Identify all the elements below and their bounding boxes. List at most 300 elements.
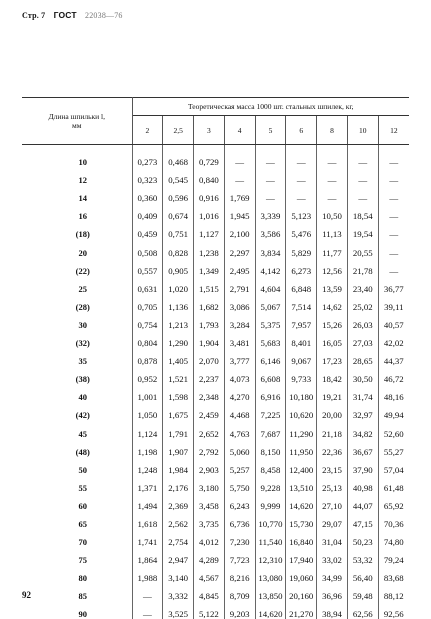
mass-cell: 9,999 — [255, 493, 286, 511]
length-cell: 65 — [22, 511, 132, 529]
mass-cell: 2,562 — [163, 511, 194, 529]
diameter-header: 12 — [378, 116, 409, 145]
mass-cell: 61,48 — [378, 475, 409, 493]
table-row — [22, 475, 409, 493]
length-cell: 85 — [22, 583, 132, 601]
mass-cell: 4,468 — [224, 402, 255, 420]
mass-cell: 0,631 — [132, 276, 163, 294]
mass-cell: 1,405 — [163, 348, 194, 366]
mass-cell: 1,793 — [194, 312, 225, 330]
mass-cell: 0,409 — [132, 203, 163, 221]
mass-cell: 31,74 — [347, 384, 378, 402]
mass-cell: 1,238 — [194, 239, 225, 257]
mass-column-header: Теоретическая масса 1000 шт. стальных шпилек, кг, — [132, 98, 409, 116]
mass-cell: 5,123 — [286, 203, 317, 221]
mass-cell: 1,198 — [132, 439, 163, 457]
mass-cell: 7,230 — [224, 529, 255, 547]
mass-cell: 3,777 — [224, 348, 255, 366]
mass-cell: 21,78 — [347, 258, 378, 276]
mass-cell: — — [378, 185, 409, 203]
mass-cell: 27,03 — [347, 330, 378, 348]
mass-cell: 79,24 — [378, 547, 409, 565]
table-row — [22, 420, 409, 438]
mass-cell: 0,952 — [132, 366, 163, 384]
mass-cell: 0,323 — [132, 167, 163, 185]
mass-cell: 2,792 — [194, 439, 225, 457]
length-cell: 55 — [22, 475, 132, 493]
mass-cell: — — [378, 145, 409, 168]
mass-cell: 2,495 — [224, 258, 255, 276]
length-cell: 80 — [22, 565, 132, 583]
mass-cell: 27,10 — [317, 493, 348, 511]
mass-cell: 1,945 — [224, 203, 255, 221]
table-row — [22, 384, 409, 402]
table-row — [22, 294, 409, 312]
mass-cell: 5,122 — [194, 601, 225, 619]
table-row — [22, 221, 409, 239]
mass-cell: 11,290 — [286, 420, 317, 438]
table-row — [22, 402, 409, 420]
mass-cell: 7,687 — [255, 420, 286, 438]
mass-cell: 28,65 — [347, 348, 378, 366]
mass-cell: 25,13 — [317, 475, 348, 493]
mass-cell: 6,243 — [224, 493, 255, 511]
mass-cell: 3,332 — [163, 583, 194, 601]
mass-cell: 1,136 — [163, 294, 194, 312]
length-cell: 70 — [22, 529, 132, 547]
mass-cell: 0,596 — [163, 185, 194, 203]
mass-cell: 3,086 — [224, 294, 255, 312]
mass-cell: 12,310 — [255, 547, 286, 565]
mass-table — [22, 97, 409, 619]
mass-cell: 17,23 — [317, 348, 348, 366]
mass-cell: 1,349 — [194, 258, 225, 276]
mass-cell: 13,080 — [255, 565, 286, 583]
mass-cell: 30,50 — [347, 366, 378, 384]
mass-cell: 1,515 — [194, 276, 225, 294]
diameter-header: 5 — [255, 116, 286, 145]
mass-cell: 70,36 — [378, 511, 409, 529]
mass-cell: 48,16 — [378, 384, 409, 402]
table-row — [22, 529, 409, 547]
mass-cell: 4,604 — [255, 276, 286, 294]
mass-cell: 3,525 — [163, 601, 194, 619]
table-row — [22, 547, 409, 565]
mass-cell: 2,348 — [194, 384, 225, 402]
mass-cell: 4,142 — [255, 258, 286, 276]
mass-cell: 42,02 — [378, 330, 409, 348]
mass-cell: 88,12 — [378, 583, 409, 601]
length-cell: (18) — [22, 221, 132, 239]
mass-cell: 55,27 — [378, 439, 409, 457]
mass-cell: 36,77 — [378, 276, 409, 294]
mass-cell: 53,32 — [347, 547, 378, 565]
mass-cell: 74,80 — [378, 529, 409, 547]
mass-cell: 2,100 — [224, 221, 255, 239]
mass-cell: 5,060 — [224, 439, 255, 457]
table-row — [22, 348, 409, 366]
mass-cell: 47,15 — [347, 511, 378, 529]
mass-cell: 56,40 — [347, 565, 378, 583]
mass-cell: 3,180 — [194, 475, 225, 493]
mass-cell: 2,369 — [163, 493, 194, 511]
table-row — [22, 167, 409, 185]
mass-cell: — — [378, 203, 409, 221]
mass-cell: 10,620 — [286, 402, 317, 420]
mass-cell: 21,270 — [286, 601, 317, 619]
mass-cell: 22,36 — [317, 439, 348, 457]
mass-cell: 4,289 — [194, 547, 225, 565]
mass-cell: 1,248 — [132, 457, 163, 475]
table-row — [22, 185, 409, 203]
mass-cell: 4,270 — [224, 384, 255, 402]
mass-cell: 3,339 — [255, 203, 286, 221]
mass-cell: 0,751 — [163, 221, 194, 239]
mass-cell: 21,18 — [317, 420, 348, 438]
mass-cell: — — [317, 167, 348, 185]
mass-cell: 32,97 — [347, 402, 378, 420]
mass-cell: 5,257 — [224, 457, 255, 475]
length-cell: 30 — [22, 312, 132, 330]
mass-cell: 2,754 — [163, 529, 194, 547]
mass-cell: 15,730 — [286, 511, 317, 529]
mass-cell: 40,57 — [378, 312, 409, 330]
mass-cell: 6,736 — [224, 511, 255, 529]
mass-cell: 7,957 — [286, 312, 317, 330]
mass-cell: 8,216 — [224, 565, 255, 583]
mass-cell: 15,26 — [317, 312, 348, 330]
mass-cell: 29,07 — [317, 511, 348, 529]
mass-cell: 19,21 — [317, 384, 348, 402]
mass-cell: 5,067 — [255, 294, 286, 312]
mass-cell: — — [347, 167, 378, 185]
mass-cell: 10,180 — [286, 384, 317, 402]
mass-cell: 37,90 — [347, 457, 378, 475]
table-row — [22, 330, 409, 348]
mass-cell: 1,001 — [132, 384, 163, 402]
mass-cell: 16,840 — [286, 529, 317, 547]
mass-cell: 0,557 — [132, 258, 163, 276]
mass-cell: 5,683 — [255, 330, 286, 348]
table-row — [22, 493, 409, 511]
mass-cell: 20,00 — [317, 402, 348, 420]
mass-cell: 34,82 — [347, 420, 378, 438]
mass-cell: — — [286, 167, 317, 185]
length-cell: 35 — [22, 348, 132, 366]
mass-cell: 2,297 — [224, 239, 255, 257]
table-row — [22, 239, 409, 257]
mass-cell: 0,804 — [132, 330, 163, 348]
mass-cell: 1,290 — [163, 330, 194, 348]
length-cell: 40 — [22, 384, 132, 402]
length-cell: 75 — [22, 547, 132, 565]
mass-cell: 14,620 — [286, 493, 317, 511]
mass-cell: 4,763 — [224, 420, 255, 438]
length-cell: 12 — [22, 167, 132, 185]
table-row — [22, 276, 409, 294]
mass-cell: 12,56 — [317, 258, 348, 276]
mass-cell: — — [347, 185, 378, 203]
diameter-header: 6 — [286, 116, 317, 145]
mass-cell: 11,77 — [317, 239, 348, 257]
mass-cell: 9,067 — [286, 348, 317, 366]
mass-cell: 1,020 — [163, 276, 194, 294]
table-row — [22, 203, 409, 221]
diameter-header: 8 — [317, 116, 348, 145]
mass-cell: 8,401 — [286, 330, 317, 348]
mass-cell: 1,371 — [132, 475, 163, 493]
table-row — [22, 511, 409, 529]
mass-cell: 62,56 — [347, 601, 378, 619]
mass-cell: 3,834 — [255, 239, 286, 257]
mass-cell: 0,508 — [132, 239, 163, 257]
length-cell: 50 — [22, 457, 132, 475]
mass-cell: 7,225 — [255, 402, 286, 420]
length-cell: (42) — [22, 402, 132, 420]
mass-cell: 13,510 — [286, 475, 317, 493]
mass-cell: 4,845 — [194, 583, 225, 601]
mass-cell: 11,950 — [286, 439, 317, 457]
mass-cell: 0,674 — [163, 203, 194, 221]
page-label: Стр. 7 — [22, 11, 45, 20]
table-row — [22, 565, 409, 583]
mass-cell: 4,012 — [194, 529, 225, 547]
length-cell: 25 — [22, 276, 132, 294]
gost-label: ГОСТ — [54, 10, 77, 20]
mass-cell: 65,92 — [378, 493, 409, 511]
mass-cell: — — [224, 145, 255, 168]
mass-cell: — — [317, 185, 348, 203]
mass-cell: 0,840 — [194, 167, 225, 185]
mass-cell: 0,878 — [132, 348, 163, 366]
mass-cell: 0,360 — [132, 185, 163, 203]
diameter-header: 2,5 — [163, 116, 194, 145]
length-cell: 60 — [22, 493, 132, 511]
mass-cell: 26,03 — [347, 312, 378, 330]
mass-cell: 39,11 — [378, 294, 409, 312]
mass-cell: 2,791 — [224, 276, 255, 294]
mass-cell: 0,916 — [194, 185, 225, 203]
mass-cell: 1,907 — [163, 439, 194, 457]
table-body — [22, 145, 409, 619]
table-row — [22, 601, 409, 619]
table-row — [22, 366, 409, 384]
mass-cell: 3,284 — [224, 312, 255, 330]
mass-cell: 1,682 — [194, 294, 225, 312]
length-cell: 45 — [22, 420, 132, 438]
mass-cell: 17,940 — [286, 547, 317, 565]
mass-cell: 4,073 — [224, 366, 255, 384]
length-cell: 14 — [22, 185, 132, 203]
mass-cell: 0,705 — [132, 294, 163, 312]
mass-cell: 1,050 — [132, 402, 163, 420]
mass-cell: 19,060 — [286, 565, 317, 583]
mass-cell: 52,60 — [378, 420, 409, 438]
length-cell: (22) — [22, 258, 132, 276]
mass-cell: 0,468 — [163, 145, 194, 168]
table-row — [22, 145, 409, 168]
mass-cell: 1,675 — [163, 402, 194, 420]
table-row — [22, 258, 409, 276]
mass-cell: 18,42 — [317, 366, 348, 384]
mass-cell: 20,160 — [286, 583, 317, 601]
mass-cell: — — [224, 167, 255, 185]
mass-cell: 2,903 — [194, 457, 225, 475]
mass-cell: 6,273 — [286, 258, 317, 276]
diameter-header: 10 — [347, 116, 378, 145]
length-cell: 10 — [22, 145, 132, 168]
mass-cell: 1,124 — [132, 420, 163, 438]
mass-cell: 1,127 — [194, 221, 225, 239]
mass-cell: 0,729 — [194, 145, 225, 168]
mass-cell: 23,15 — [317, 457, 348, 475]
mass-cell: 14,62 — [317, 294, 348, 312]
mass-cell: 46,72 — [378, 366, 409, 384]
mass-cell: 92,56 — [378, 601, 409, 619]
mass-cell: 8,709 — [224, 583, 255, 601]
mass-cell: 2,652 — [194, 420, 225, 438]
mass-cell: 16,05 — [317, 330, 348, 348]
mass-cell: 5,750 — [224, 475, 255, 493]
mass-cell: 0,545 — [163, 167, 194, 185]
mass-cell: 19,54 — [347, 221, 378, 239]
mass-cell: 49,94 — [378, 402, 409, 420]
mass-cell: 14,620 — [255, 601, 286, 619]
mass-cell: 5,375 — [255, 312, 286, 330]
mass-cell: 1,618 — [132, 511, 163, 529]
mass-cell: 1,769 — [224, 185, 255, 203]
length-cell: (48) — [22, 439, 132, 457]
mass-cell: 11,540 — [255, 529, 286, 547]
mass-cell: 0,754 — [132, 312, 163, 330]
mass-cell: 5,476 — [286, 221, 317, 239]
mass-cell: 13,850 — [255, 583, 286, 601]
mass-cell: 9,228 — [255, 475, 286, 493]
mass-cell: 50,23 — [347, 529, 378, 547]
mass-cell: 1,494 — [132, 493, 163, 511]
mass-cell: 6,848 — [286, 276, 317, 294]
mass-cell: 8,458 — [255, 457, 286, 475]
diameter-header: 2 — [132, 116, 163, 145]
length-column-header: Длина шпильки l, мм — [22, 98, 132, 145]
mass-cell: 6,608 — [255, 366, 286, 384]
mass-cell: 2,459 — [194, 402, 225, 420]
mass-cell: — — [132, 601, 163, 619]
mass-cell: — — [286, 145, 317, 168]
mass-cell: 12,400 — [286, 457, 317, 475]
mass-cell: 0,905 — [163, 258, 194, 276]
diameter-header: 3 — [194, 116, 225, 145]
mass-cell: — — [378, 167, 409, 185]
mass-cell: 1,988 — [132, 565, 163, 583]
mass-cell: 3,140 — [163, 565, 194, 583]
mass-cell: 59,48 — [347, 583, 378, 601]
mass-cell: 0,273 — [132, 145, 163, 168]
mass-cell: — — [378, 221, 409, 239]
mass-cell: 1,598 — [163, 384, 194, 402]
mass-cell: 1,904 — [194, 330, 225, 348]
mass-cell: 44,07 — [347, 493, 378, 511]
mass-cell: 1,521 — [163, 366, 194, 384]
mass-cell: 44,37 — [378, 348, 409, 366]
mass-cell: 1,984 — [163, 457, 194, 475]
mass-cell: 1,741 — [132, 529, 163, 547]
mass-cell: — — [378, 239, 409, 257]
mass-cell: 1,016 — [194, 203, 225, 221]
mass-cell: 1,864 — [132, 547, 163, 565]
diameter-header: 4 — [224, 116, 255, 145]
mass-cell: 6,146 — [255, 348, 286, 366]
table-row — [22, 439, 409, 457]
mass-cell: — — [286, 185, 317, 203]
mass-cell: 9,203 — [224, 601, 255, 619]
mass-cell: 6,916 — [255, 384, 286, 402]
mass-cell: 2,176 — [163, 475, 194, 493]
mass-cell: 57,04 — [378, 457, 409, 475]
mass-cell: 0,459 — [132, 221, 163, 239]
mass-cell: 11,13 — [317, 221, 348, 239]
mass-cell: 40,98 — [347, 475, 378, 493]
mass-cell: 13,59 — [317, 276, 348, 294]
standard-number: 22038—76 — [85, 11, 123, 20]
page-header — [22, 10, 129, 20]
mass-cell: 3,458 — [194, 493, 225, 511]
mass-cell: 7,723 — [224, 547, 255, 565]
mass-cell: 10,770 — [255, 511, 286, 529]
mass-cell: 9,733 — [286, 366, 317, 384]
table-row — [22, 312, 409, 330]
mass-cell: 3,586 — [255, 221, 286, 239]
mass-cell: — — [317, 145, 348, 168]
page-number: 92 — [22, 590, 31, 600]
table-row — [22, 583, 409, 601]
mass-cell: — — [255, 167, 286, 185]
mass-cell: 0,828 — [163, 239, 194, 257]
mass-cell: 10,50 — [317, 203, 348, 221]
mass-cell: 36,67 — [347, 439, 378, 457]
mass-cell: 36,96 — [317, 583, 348, 601]
mass-cell: 5,829 — [286, 239, 317, 257]
mass-cell: — — [255, 185, 286, 203]
length-cell: 90 — [22, 601, 132, 619]
mass-cell: — — [132, 583, 163, 601]
mass-cell: 1,213 — [163, 312, 194, 330]
length-cell: (38) — [22, 366, 132, 384]
mass-cell: 2,237 — [194, 366, 225, 384]
mass-cell: 34,99 — [317, 565, 348, 583]
mass-cell: 20,55 — [347, 239, 378, 257]
mass-cell: 3,735 — [194, 511, 225, 529]
mass-cell: 8,150 — [255, 439, 286, 457]
mass-cell: 2,947 — [163, 547, 194, 565]
mass-cell: 31,04 — [317, 529, 348, 547]
mass-cell: 83,68 — [378, 565, 409, 583]
mass-cell: 4,567 — [194, 565, 225, 583]
mass-cell: 7,514 — [286, 294, 317, 312]
mass-cell: — — [378, 258, 409, 276]
mass-cell: 33,02 — [317, 547, 348, 565]
mass-cell: 3,481 — [224, 330, 255, 348]
mass-cell: — — [255, 145, 286, 168]
length-cell: 16 — [22, 203, 132, 221]
mass-cell: 25,02 — [347, 294, 378, 312]
mass-cell: 1,791 — [163, 420, 194, 438]
length-cell: (32) — [22, 330, 132, 348]
mass-cell: 18,54 — [347, 203, 378, 221]
length-cell: 20 — [22, 239, 132, 257]
mass-cell: 2,070 — [194, 348, 225, 366]
mass-cell: — — [347, 145, 378, 168]
